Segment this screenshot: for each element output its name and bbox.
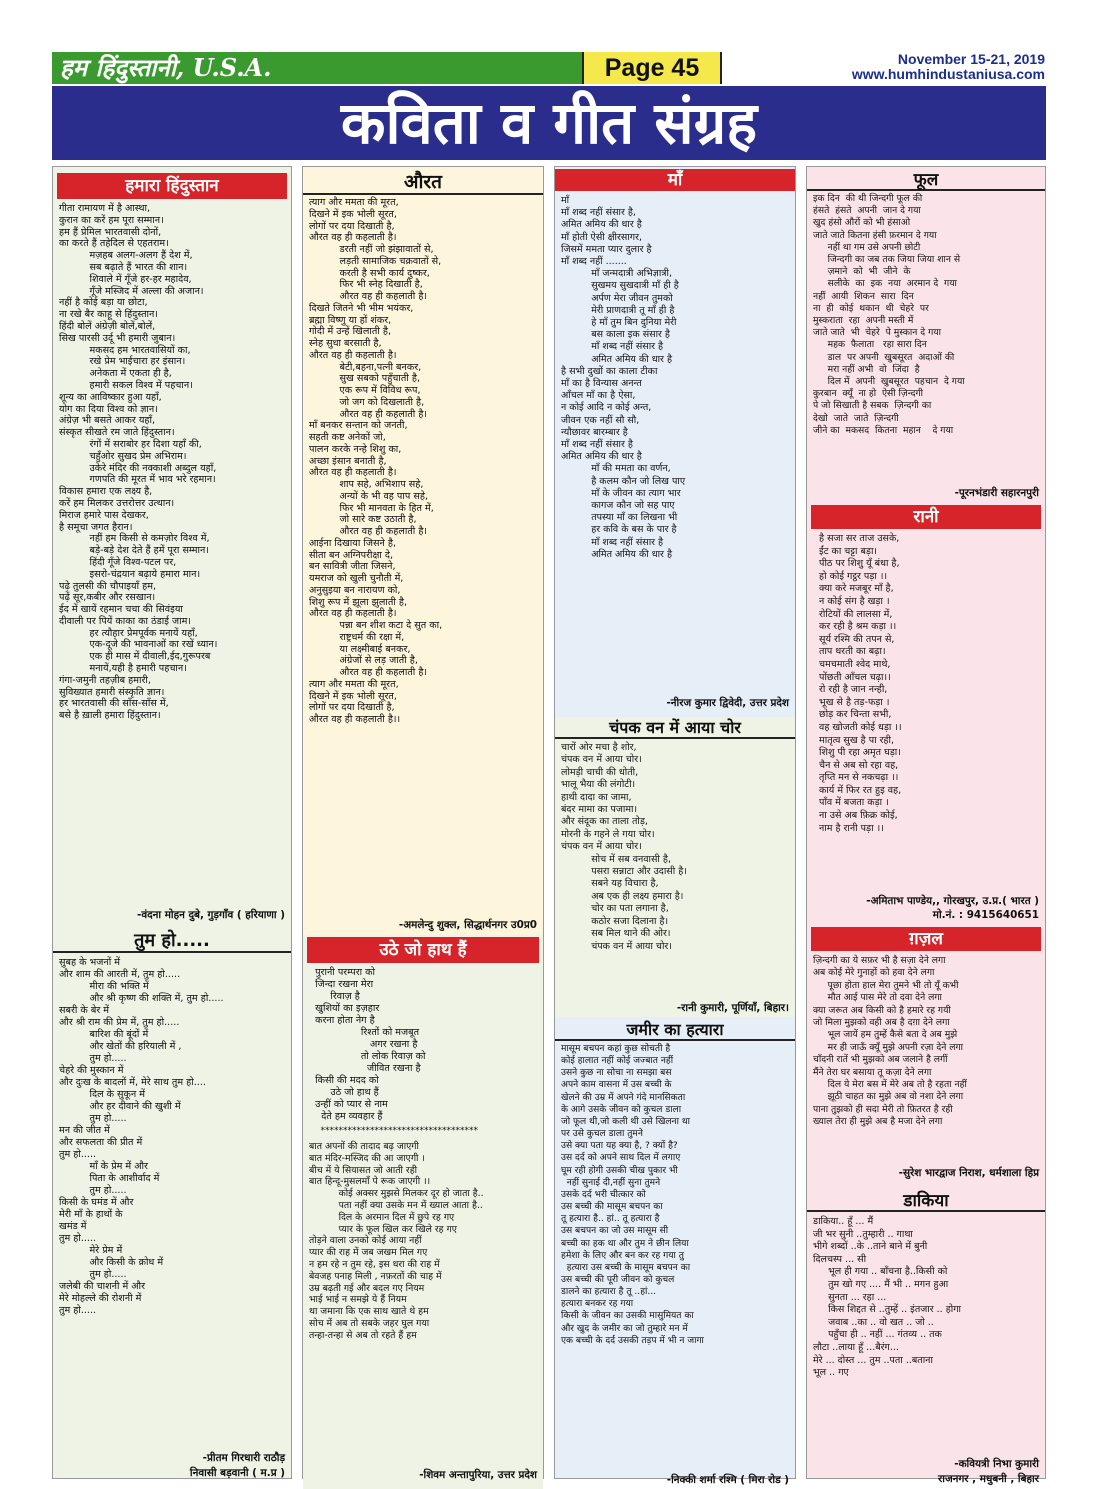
poem-author: -कवियत्री निभा कुमारी <box>954 1458 1039 1470</box>
poem-author: -शिवम अन्तापुरिया, उत्तर प्रदेश <box>419 1469 537 1481</box>
page-number: Page 45 <box>582 52 722 84</box>
poem-text: त्याग और ममता की मूरत, दिखने में इक भोली सूरत, लोगों पर दया दिखाती है, औरत वह ही कहलाती है। डरती नहीं जो झंझावातों से, लड़ती सामाजिक चक्रवातों से, करती है सभी कार्य दुष्कर, फिर भी स्नेह दिखाती है, औरत वह ही कहलाती है। दिखते जितने भी भीम भयंकर, ब्रह्मा विष्णु या हों शंकर, गोदी में उन्हें खिलाती है, स्नेह सुधा बरसाती है, औरत वह ही कहलाती है। बेटी,बहना,पत्नी बनकर, सुख सबको पहुँचाती है, एक रूप में विविध रूप, जो जग को दिखलाती है, औरत वह ही कहलाती है। माँ बनकर सन्तान को जनती, सहती कष्ट अनेकों जो, पालन करके नन्हे शिशु का, अच्छा इंसान बनाती है, औरत वह ही कहलाती है। शाप सहे, अभिशाप सहे, अन्यों के भी वह पाप सहे, फिर भी मानवता के हित में, जो सारे कष्ट उठाती है, औरत वह ही कहलाती है। आईना दिखाया जिसने है, सीता बन अग्निपरीक्षा दे, बन सावित्री जीता जिसने, यमराज को खुली चुनौती में, अनुसुइया बन नारायण को, शिशु रूप में झूला झुलाती है, औरत वह ही कहलाती है। पन्ना बन शीश कटा दे सुत का, राष्ट्रधर्म की रक्षा में, या लक्ष्मीबाई बनकर, अंग्रेजों से लड़ जाती है, औरत वह ही कहलाती है। त्याग और ममता की मूरत, दिखने में इक भोली सूरत, लोगों पर दया दिखाती है, औरत वह ही कहलाती है।। <box>309 197 443 725</box>
poem-phool <box>807 167 1045 505</box>
poem-author: -वंदना मोहन दुबे, गुड़गाँव ( हरियाणा ) <box>137 909 285 921</box>
poem-author: -प्रीतम गिरधारी राठौड़ <box>202 1452 285 1464</box>
poem-text: इक दिन की थी जिन्दगी फूल की हंसते हंसते अपनी जान दे गया खुद हंसो औरों को भी हंसाओ जाते जाते कितना हंसी फ़रमान दे गया नहीं था गम उसे अपनी छोटी जिन्दगी का जब तक जिया जिया शान से ज़माने को भी जीने के सलीके का इक नया अरमान दे गया नहीं आयी शिकन सारा दिन ना ही कोई थकान थी चेहरे पर मुस्कराता रहा अपनी मस्ती में जाते जाते भी चेहरे पे मुस्कान दे गया महक फैलाता रहा सारा दिन डाल पर अपनी खुबसूरत अदाओं की मरा नहीं अभी वो जिंदा है दिल में अपनी खुबसूरत पहचान दे गया कुरबान क्यूँ ना हो ऐसी ज़िन्दगी पे जो सिखाती है सबक ज़िन्दगी का देखो जाते जाते ज़िन्दगी जीने का मकसद कितना महान दे गया <box>813 193 965 436</box>
page-header <box>52 52 1047 84</box>
poem-dakiya <box>807 1190 1045 1489</box>
poem-rani <box>807 505 1045 925</box>
issue-date-and-url <box>852 52 1045 82</box>
author-phone: मो.नं. : 9415640651 <box>932 909 1039 921</box>
poem-text: डाकिया.. हूँ ... मैं जी भर सुनी ..तुम्हारी .. गाथा भीगे शब्दों ..के ..ताने बाने में बुनी दिलचस्प ... सी भूल ही गया .. बाँचना है..किसी को तुम खो गए .... मैं भी .. मगन हुआ सुनता ... रहा ... किस शिद्दत से ..तुम्हें .. इंतजार .. होगा जवाब ..का .. वो खत .. जो .. पहुँचा ही .. नहीं ... गंतव्य .. तक लौटा ..लाया हूँ ...बैरंग... मेरे ... दोस्त ... तुम ..पता ..बताना भूल .. गए <box>813 1216 962 1379</box>
poem-title: औरत <box>303 169 543 195</box>
poem-tum-ho <box>53 927 291 1489</box>
poem-title: डाकिया <box>807 1190 1045 1212</box>
poem-author: -सुरेश भारद्वाज निराश, धर्मशाला हिप्र <box>898 1167 1039 1179</box>
poem-title: फूल <box>807 169 1045 191</box>
poem-author: -निक्की शर्मा रश्मि ( मिरा रोड ) <box>666 1474 789 1486</box>
poem-jameer-ka-hatyara <box>555 1017 795 1489</box>
column-3 <box>554 166 796 1486</box>
column-2 <box>302 166 544 1479</box>
poem-champak-van <box>555 717 795 1017</box>
poem-uthe-jo-haath-hain <box>303 935 543 1489</box>
website-url[interactable]: www.humhindustaniusa.com <box>851 66 1045 82</box>
poem-text: पुरानी परम्परा को जिन्दा रखना मेरा रिवाज़ है खुशियों का इज़हार करना होता नेग है रिश्तों को मजबूत अगर रखना है तो लोक रिवाज़ को जीवित रखना है किसी की मदद को उठे जो हाथ हैं उन्हीं को प्यार से नाम देते हम व्यवहार हैं <box>315 967 426 1122</box>
poem-text: मासूम बचपन कहां कुछ सोचती है कोई हालात नहीं कोई जज्बात नहीं उसने कुछ ना सोचा ना समझा बस अपने काम वासना में उस बच्ची के खेलने की उम्र में अपने गंदे मानसिकता के आगे उसके जीवन को कुचल डाला जो फूल थी,जो कली थी उसे खिलना था पर उसे कुचल डाला तुमने उसे क्या पता यह क्या है, ? क्यों है? उस दर्द को अपने साथ दिल में लगाए घूम रही होगी उसकी चीख पुकार भी नहीं सुनाई दी,नहीं सुना तुमने उसके दर्द भरी चीत्कार को उस बच्ची की मासूम बचपन का तू हत्यारा है.. हां.. तू हत्यारा है उस बचपन का जो उस मासूम सी बच्ची का हक था और तुम ने छीन लिया हमेशा के लिए और बन कर रह गया तु हत्यारा उस बच्ची के मासूम बचपन का उस बच्ची की पूरी जीवन को कुचल डालने का हत्यारा है तू ..हां... हत्यारा बनकर रह गया किसी के जीवन का उसकी मासुमियत का और खुद के जमीर का जो तुम्हारे मन में एक बच्ची के दर्द उसकी तड़प में भी न जागा <box>561 1044 704 1346</box>
column-1 <box>52 166 292 1479</box>
publication-name: हम हिंदुस्तानी, U.S.A. <box>52 52 582 84</box>
poem-author-location: निवासी बड़वानी ( म.प्र ) <box>189 1467 285 1479</box>
poem-author: -पूरनभंडारी सहारनपुरी <box>954 487 1039 499</box>
poem-hamara-hindustan <box>53 167 291 927</box>
poem-text: चारों ओर मचा है शोर, चंपक वन में आया चोर। लोमड़ी चाची की धोती, भालू भैया की लंगोटी। हाथी दादा का जामा, बंदर मामा का पजामा। और संदूक का ताला तोड़, मोरनी के गहने ले गया चोर। चंपक वन में आया चोर। सोच में सब वनवासी है, पसरा सन्नाटा और उदासी है। सबने यह विचारा है, अब एक ही लक्ष्य हमारा है। चोर का पता लगाना है, कठोर सजा दिलाना है। सब मिल थाने की ओर। चंपक वन में आया चोर। <box>561 742 687 952</box>
poem-author: -अमलेन्दु शुक्ल, सिद्धार्थनगर उ0प्र0 <box>398 919 537 931</box>
poem-title: चंपक वन में आया चोर <box>555 717 795 739</box>
poem-maa <box>555 167 795 717</box>
poem-author: -अमिताभ पाण्डेय,, गोरखपुर, उ.प्र.( भारत ) <box>866 895 1039 907</box>
issue-date: November 15-21, 2019 <box>897 51 1045 67</box>
poem-text: माँ माँ शब्द नहीं संसार है, अमित अमिय की धार है माँ होती ऐसी क्षीरसागर, जिसमें ममता प्यार दुलार है माँ शब्द नहीं ....... माँ जन्मदात्री अभिज्ञात्री, सुखमय सुखदात्री माँ ही है अर्पण मेरा जीवन तुमको मेरी प्राणदात्री तू माँ ही है हे माँ तुम बिन दुनिया मेरी बस काला इक संसार है माँ शब्द नहीं संसार है अमित अमिय की धार है है सभी दुखों का काला टीका माँ का है विन्यास अनन्त आँचल माँ का है ऐसा, न कोई आदि न कोई अन्त, जीवन एक नहीं सौ सौ, न्यौछावर बारम्बार है माँ शब्द नहीं संसार है अमित अमिय की धार है माँ की ममता का वर्णन, है कलम कौन जो लिख पाए माँ के जीवन का त्याग भार कागज कौन जो सह पाए तपस्या माँ का लिखना भी हर कवि के बस के पार है माँ शब्द नहीं संसार है अमित अमिय की धार है <box>561 195 686 560</box>
poem-ghazal <box>807 925 1045 1190</box>
poem-text: ज़िन्दगी का ये सफ़र भी है सज़ा देने लगा अब कोई मेरे गुनाहों को हवा देने लगा पूछा होता हाल मेरा तुमने भी तो यूँ कभी मौत आई पास मेरे तो दवा देने लगा क्या जरूत अब किसी को है हमारे रह गयी जो मिला मुझको वही अब है दग़ा देने लगा भूल जायें हम तुम्हें कैसे बता दे अब मुझे मर ही जाऊँ क्यूँ मुझे अपनी रज़ा देने लगा चाँदनी रातें भी मुझको अब जलाने है लगीं मैंने तेरा घर बसाया तू कज़ा देने लगा दिल ये मेरा बस में मेरे अब तो है रहता नहीं झूठी चाहत का मुझे अब वो नशा देने लगा पाना तुझको ही सदा मेरी तो फ़ितरत है रही ख्याल तेरा ही मुझे अब है मजा देने लगा <box>813 955 967 1128</box>
poem-aurat <box>303 167 543 935</box>
poem-author: -रानी कुमारी, पूर्णियाँ, बिहार। <box>676 1002 789 1014</box>
poem-title: ग़ज़ल <box>811 927 1041 951</box>
poem-author-location: राजनगर , मधुबनी , बिहार <box>938 1473 1039 1485</box>
poem-title: हमारा हिंदुस्तान <box>57 173 287 199</box>
poem-title: जमीर का हत्यारा <box>555 1019 795 1041</box>
poem-title: तुम हो..... <box>53 929 291 953</box>
poem-author: -नीरज कुमार द्विवेदी, उत्तर प्रदेश <box>666 697 789 709</box>
poem-title: उठे जो हाथ हैं <box>307 937 539 963</box>
separator-stars: *********************************** <box>309 1126 478 1136</box>
poem-title: माँ <box>555 169 795 191</box>
poem-text: है सजा सर ताज उसके, ईंट का चट्टा बड़ा। पीठ पर शिशु यूँ बंधा है, हो कोई गट्ठर पड़ा ।। क्या करे मजबूर माँ है, न कोई संग है खड़ा । रोटियों की लालसा में, कर रही है श्रम कड़ा ।। सूर्य रश्मि की तपन से, ताप धरती का बढ़ा। चमचमाती श्वेद माथे, पोंछती आँचल चढ़ा।। रो रही है जान नन्ही, भूख से है तड़-फड़ा । छोड़ कर चिन्ता सभी, वह खोजती कोई धड़ा ।। मातृत्व सुख है पा रही, शिशु पी रहा अमृत घड़ा। चैन से अब सो रहा वह, तृप्ति मन से नकचढ़ा ।। कार्य में फिर रत हुइ वह, पाँव में बजता कड़ा । ना उसे अब फ़िक्र कोई, नाम है रानी पड़ा ।। <box>819 533 902 834</box>
poem-text: गीता रामायण में है आस्था, कुरान का करें हम पूरा सम्मान। हम हैं प्रेमिल भारतवासी दोनों, का करते हैं तहेदिल से एहतराम। मज़हब अलग-अलग हैं देश में, सब बढ़ाते हैं भारत की शान। शिवाले में गूँजे हर-हर महादेव, गूँजे मस्जिद में अल्ला की अजान। नहीं है कोई बड़ा या छोटा, ना रखे बैर काहू से हिंदुस्तान। हिंदी बोलें अंग्रेज़ी बोलें,बोलें, सिख पारसी उर्दू भी हमारी जुबान। मकसद हम भारतवासियों का, रखे प्रेम भाईचारा हर इंसान। अनेकता में एकता ही है, हमारी सकल विश्व में पहचान। शून्य का आविष्कार हुआ यहाँ, योग का दिया विश्व को ज्ञान। अंग्रेज़ भी बसते आकर यहाँ, संस्कृत सीखते रम जाते हिंदुस्तान। रंगों में सराबोर हर दिशा यहाँ की, चहुँओर सुखद प्रेम अभिराम। उकेरे मंदिर की नक्काशी अब्दुल यहाँ, गणपति की मूरत में भाव भरे रहमान। विकास हमारा एक लक्ष्य है, करें हम मिलकर उत्तरोत्तर उत्थान। मिराज हमारे पास देखकर, है समूचा जगत हैरान। नहीं हम किसी से कमज़ोर विश्व में, बड़े-बड़े देश देते हैं हमें पूरा सम्मान। हिंदी गूँजे विश्व-पटल पर, इसरो-चंद्रयान बढ़ाये हमारा मान। पढ़े तुलसी की चौपाइयाँ हम, पढ़ें सूर,कबीर और रसखान। ईद में खायें रहमान चचा की सिवंइया दीवाली पर पियें काका का ठंडाई जाम। हर त्यौहार प्रेमपूर्वक मनायें यहाँ, एक-दूजे की भावनाओं का रखें ध्यान। एक ही मास में दीवाली,ईद,गुरूपरब मनायें,यही है हमारी पहचान। गंगा-जमुनी तहज़ीब हमारी, सुविख्यात हमारी संस्कृति ज्ञान। हर भारतवासी की साँस-साँस में, बसे है ख़ाली हमारा हिंदुस्तान। <box>59 203 218 722</box>
poem-text-2: बात अपनों की तादाद बढ़ जाएगी बात मंदिर-मस्जिद की आ जाएगी । बीच में ये सियासत जो आती रही बात हिन्दू-मुसलमाँ पे रूक जाएगी ।। कोई अक्सर मुझसे मिलकर दूर हो जाता है.. पता नहीं क्या उसके मन में ख्याल आता है.. दिल के अरमान दिल में छुपे रह गए प्यार के फूल खिल कर खिले रह गए तोड़ने वाला उनको कोई आया नहीं प्यार की राह में जब जखम मिल गए न हम रहे न तुम रहे, इस धरा की राह में बेवजह पनाह मिली , नफ़रतों की चाह में उम्र बढ़ती गई और बदल गए नियम भाई भाई न समझे ये हैं नियम था जमाना कि एक साथ खाते थे हम सोच में अब तो सबके जहर घुल गया तन्हा-तन्हा से अब तो रहते हैं हम <box>309 1141 484 1341</box>
poem-title: रानी <box>811 505 1041 529</box>
section-banner: कविता व गीत संग्रह <box>52 86 1046 160</box>
column-4 <box>806 166 1046 1485</box>
poem-text: सुबह के भजनों में और शाम की आरती में, तुम हो..... मीरा की भक्ति में और श्री कृष्ण की शक्ति में, तुम हो..... सबरी के बेर में और श्री राम की प्रेम में, तुम हो..... बारिश की बूंदों में और खेतों की हरियाली में , तुम हो..... चेहरे की मुस्कान में और दुःख के बादलों में, मेरे साथ तुम हो.... दिल के सुकून में और हर दीवाने की खुशी में तुम हो..... मन की जीत में और सफलता की प्रीत में तुम हो..... माँ के प्रेम में और पिता के आशीर्वाद में तुम हो..... किसी के घमंड में और मेरी माँ के हाथों के खमंड में तुम हो..... मेरे प्रेम में और किसी के क्रोध में तुम हो..... जलेबी की चाशनी में और मेरे मोहल्ले की रोशनी में तुम हो..... <box>59 957 224 1316</box>
